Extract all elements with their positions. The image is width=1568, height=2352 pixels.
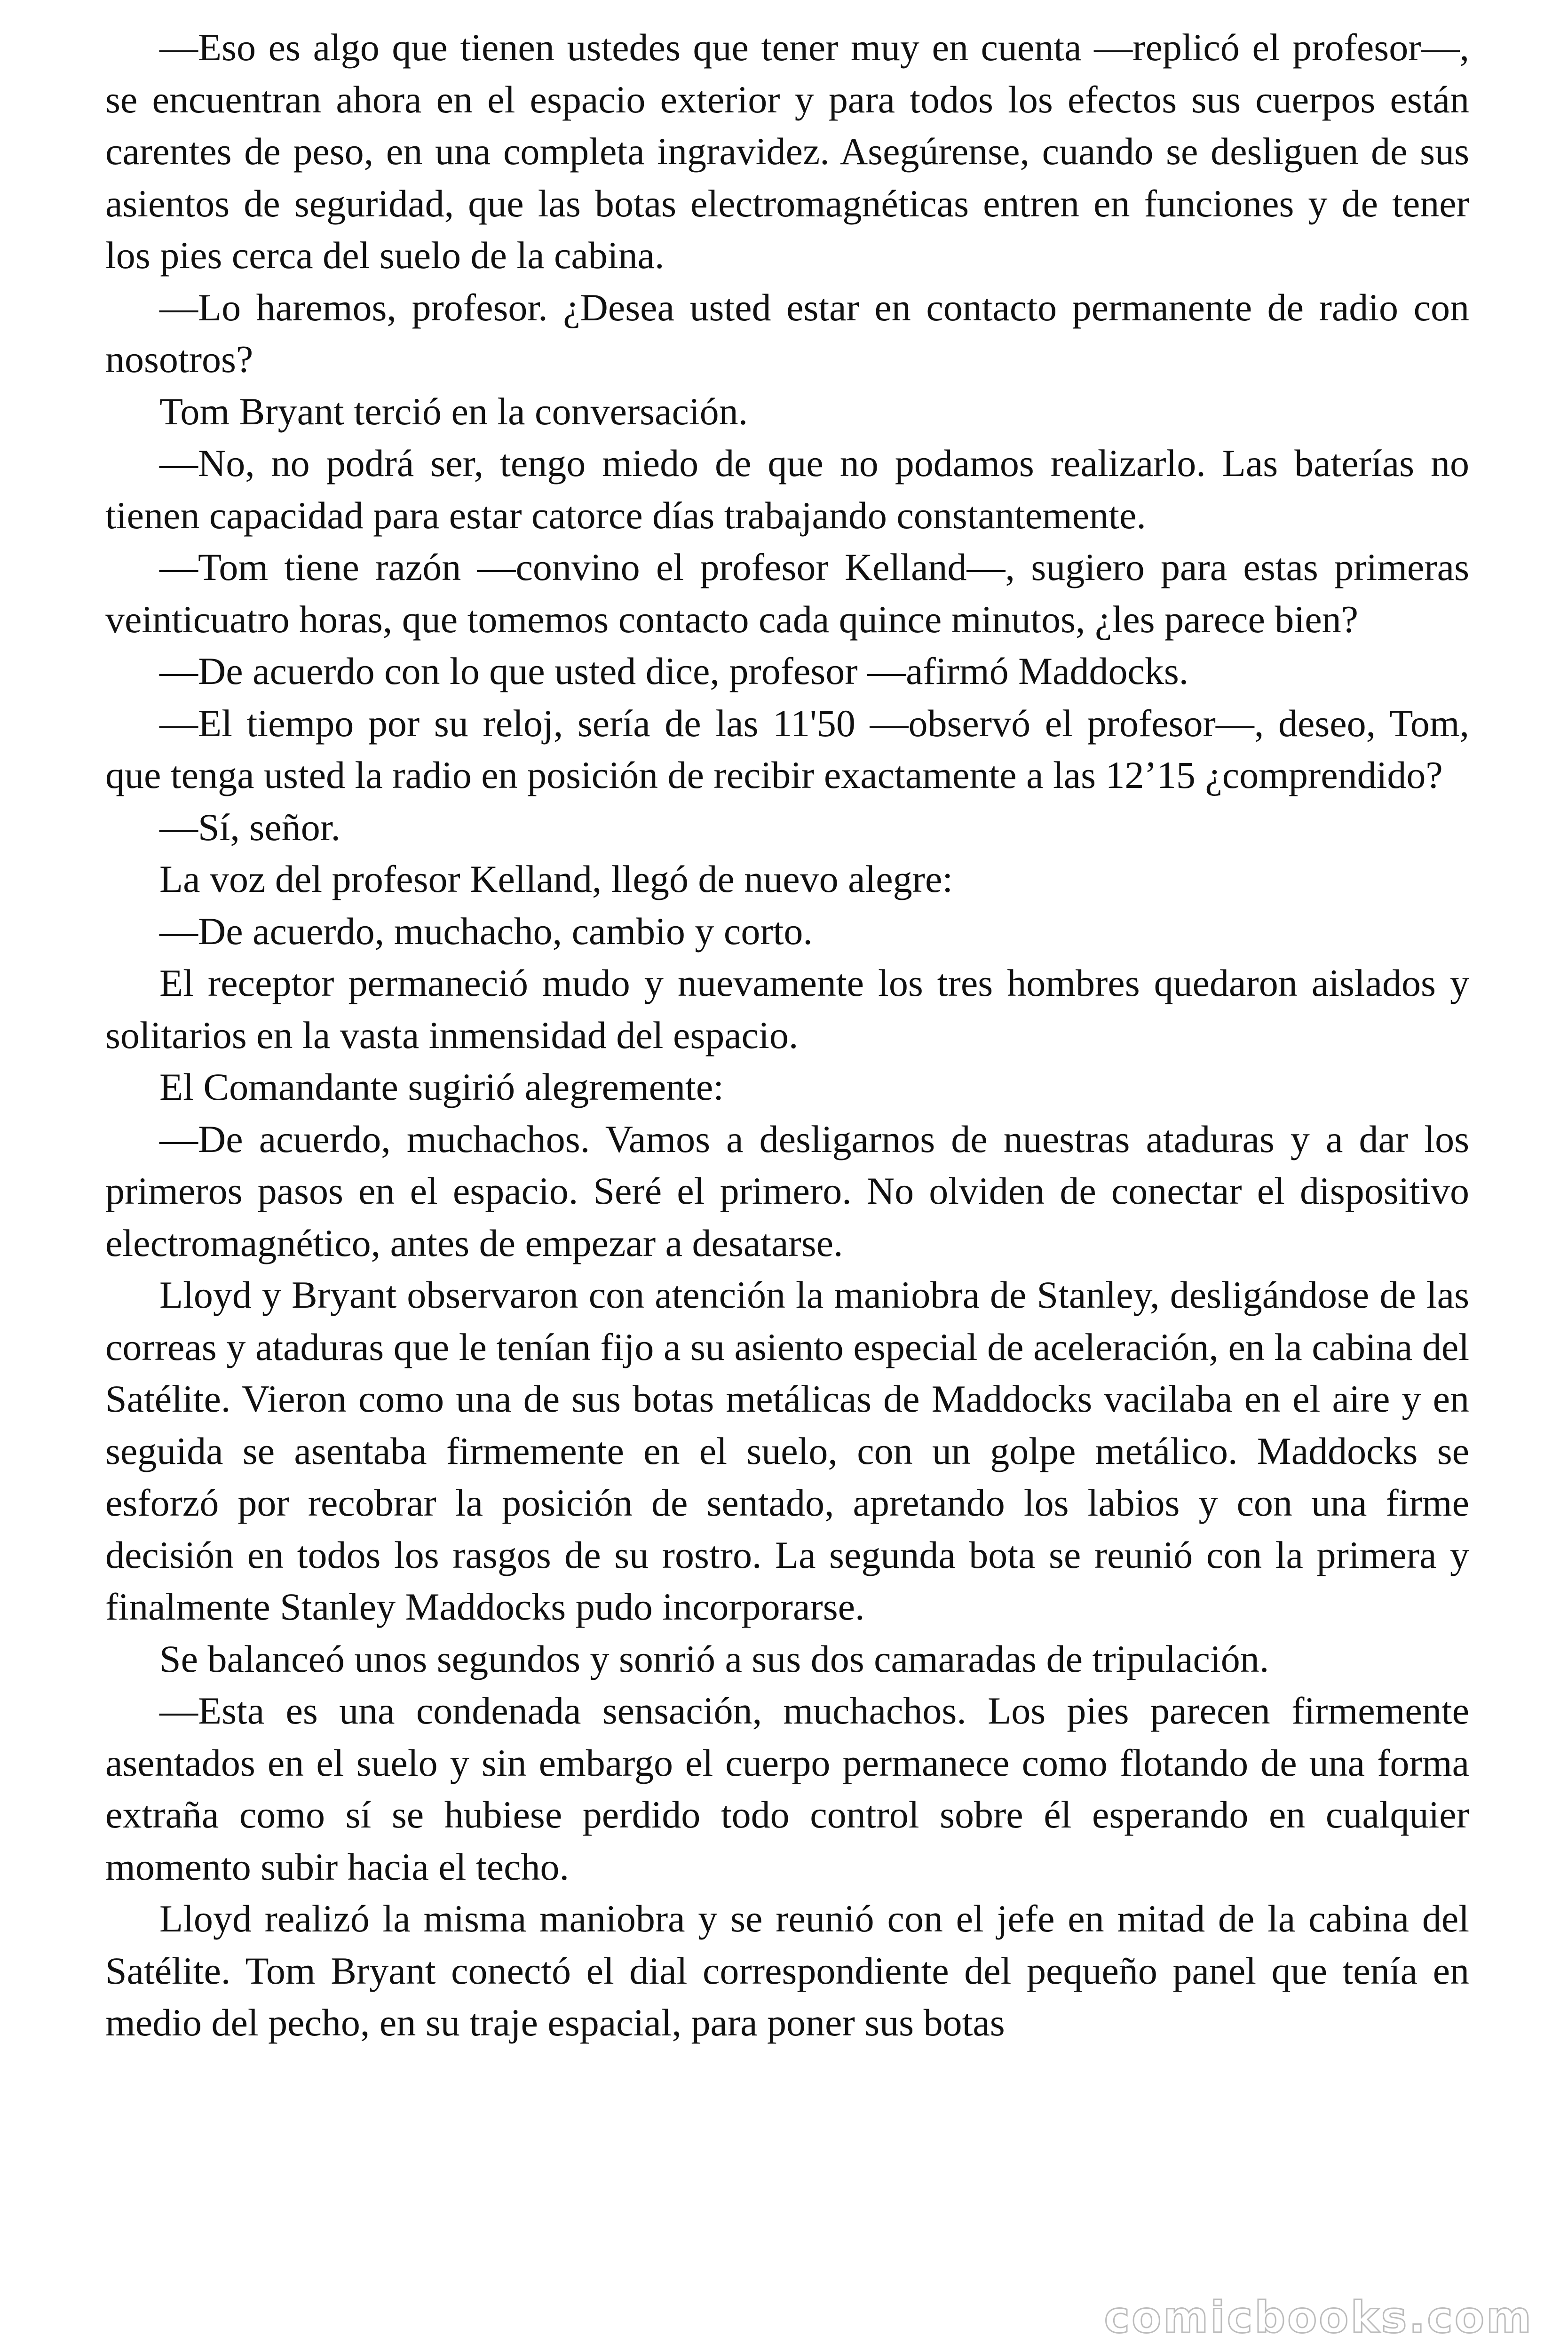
paragraph-14: Lloyd y Bryant observaron con atención la maniobra de Stanley, desligándose de las correas y ataduras que le tenían fijo a su asiento especial de aceleración, en la cabina del Satélite. Vieron como una de sus botas metálicas de Maddocks vacilaba en el aire y en seguida se asentaba firmemente en el suelo, con un golpe metálico. Maddocks se esforzó por recobrar la posición de sentado, apretando los labios y con una firme decisión en todos los rasgos de su rostro. La segunda bota se reunió con la primera y finalmente Stanley Maddocks pudo incorporarse. [105, 1273, 1469, 1628]
page-body [105, 22, 1469, 2049]
paragraph-4: —No, no podrá ser, tengo miedo de que no podamos realizarlo. Las baterías no tienen capacidad para estar catorce días trabajando constantemente. [105, 442, 1469, 537]
paragraph-16: —Esta es una condenada sensación, muchachos. Los pies parecen firmemente asentados en el suelo y sin embargo el cuerpo permanece como flotando de una forma extraña como sí se hubiese perdido todo control sobre él esperando en cualquier momento subir hacia el techo. [105, 1689, 1469, 1888]
paragraph-9: La voz del profesor Kelland, llegó de nuevo alegre: [159, 858, 953, 900]
paragraph-12: El Comandante sugirió alegremente: [159, 1065, 724, 1108]
paragraph-7: —El tiempo por su reloj, sería de las 11'50 —observó el profesor—, deseo, Tom, que tenga usted la radio en posición de recibir exactamente a las 12’15 ¿comprendido? [105, 701, 1469, 796]
paragraph-2: —Lo haremos, profesor. ¿Desea usted estar en contacto permanente de radio con nosotros? [105, 286, 1469, 381]
paragraph-8: —Sí, señor. [159, 805, 341, 849]
paragraph-17: Lloyd realizó la misma maniobra y se reunió con el jefe en mitad de la cabina del Satélite. Tom Bryant conectó el dial correspondiente del pequeño panel que tenía en medio del pecho, en su traje espacial, para poner sus botas [105, 1897, 1469, 2044]
paragraph-11: El receptor permaneció mudo y nuevamente los tres hombres quedaron aislados y solitarios en la vasta inmensidad del espacio. [105, 961, 1469, 1057]
paragraph-5: —Tom tiene razón —convino el profesor Kelland—, sugiero para estas primeras veinticuatro horas, que tomemos contacto cada quince minutos, ¿les parece bien? [105, 546, 1469, 641]
paragraph-10: —De acuerdo, muchacho, cambio y corto. [159, 909, 813, 953]
paragraph-6: —De acuerdo con lo que usted dice, profesor —afirmó Maddocks. [159, 650, 1189, 692]
paragraph-3: Tom Bryant terció en la conversación. [159, 389, 748, 433]
paragraph-13: —De acuerdo, muchachos. Vamos a desligarnos de nuestras ataduras y a dar los primeros pasos en el espacio. Seré el primero. No olviden de conectar el dispositivo electromagnético, antes de empezar a desatarse. [105, 1117, 1469, 1264]
watermark: comicbooks.com [1104, 2292, 1533, 2343]
paragraph-15: Se balanceó unos segundos y sonrió a sus dos camaradas de tripulación. [159, 1637, 1269, 1680]
paragraph-1: —Eso es algo que tienen ustedes que tener muy en cuenta —replicó el profesor—, se encuentran ahora en el espacio exterior y para todos los efectos sus cuerpos están carentes de peso, en una completa ingravidez. Asegúrense, cuando se desliguen de sus asientos de seguridad, que las botas electromagnéticas entren en funciones y de tener los pies cerca del suelo de la cabina. [105, 26, 1469, 277]
